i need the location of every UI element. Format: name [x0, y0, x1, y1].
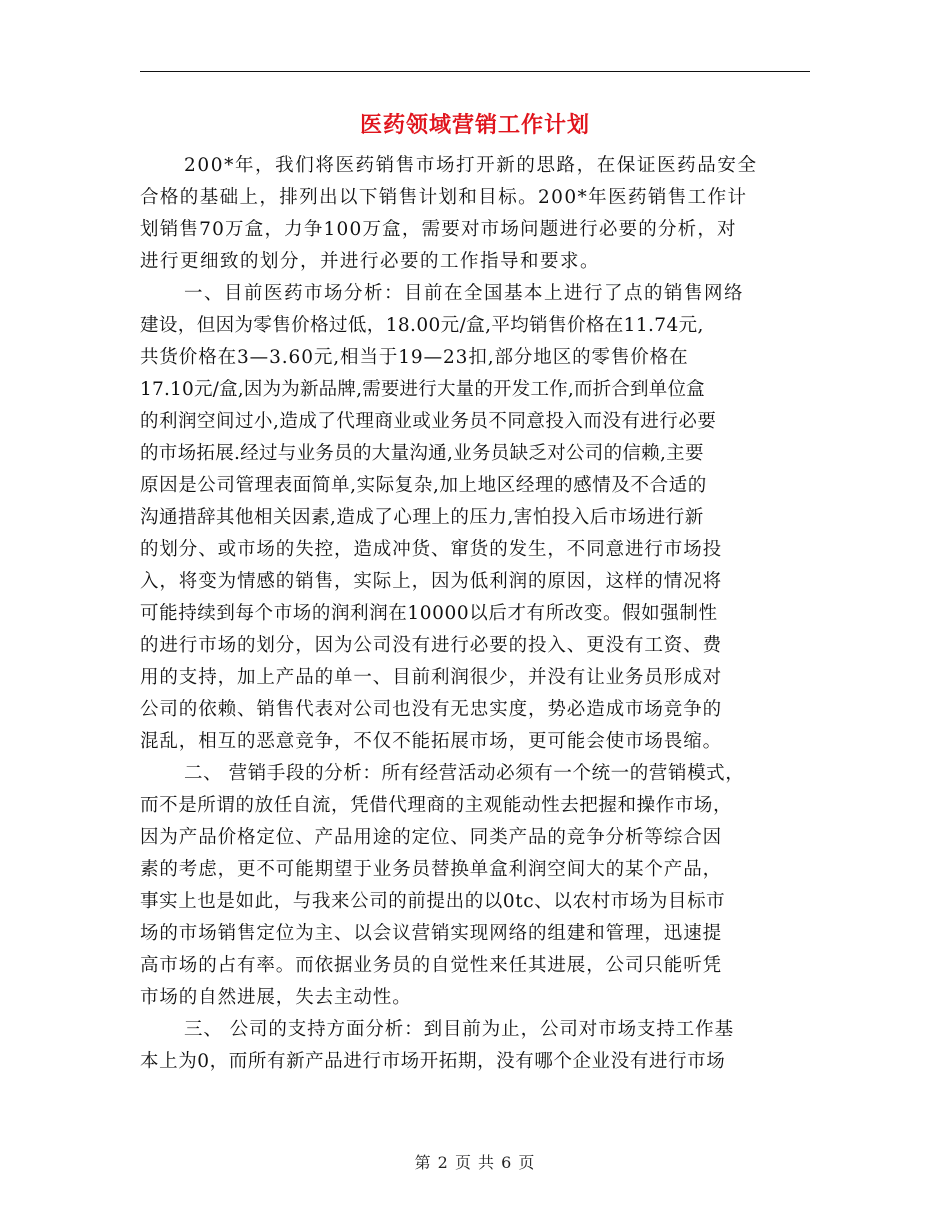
page-number-footer: 第 2 页 共 6 页	[414, 1153, 536, 1172]
paragraph-line: 沟通措辞其他相关因素,造成了心理上的压力,害怕投入后市场进行新	[140, 507, 704, 528]
paragraph-line: 三、 公司的支持方面分析：到目前为止，公司对市场支持工作基	[184, 1019, 734, 1040]
paragraph-line: 200*年，我们将医药销售市场打开新的思路，在保证医药品安全	[184, 155, 758, 176]
paragraph-line: 一、目前医药市场分析：目前在全国基本上进行了点的销售网络	[184, 283, 745, 304]
paragraph-line: 事实上也是如此，与我来公司的前提出的以0tc、以农村市场为目标市	[140, 891, 726, 912]
paragraph-line: 原因是公司管理表面简单,实际复杂,加上地区经理的感情及不合适的	[140, 475, 707, 496]
paragraph-line: 场的市场销售定位为主、以会议营销实现网络的组建和管理，迅速提	[140, 923, 723, 944]
paragraph-line: 的利润空间过小,造成了代理商业或业务员不同意投入而没有进行必要	[140, 411, 717, 432]
paragraph-line: 的市场拓展.经过与业务员的大量沟通,业务员缺乏对公司的信赖,主要	[140, 443, 704, 464]
paragraph-line: 二、 营销手段的分析：所有经营活动必须有一个统一的营销模式，	[184, 763, 745, 784]
paragraph-line: 公司的依赖、销售代表对公司也没有无忠实度，势必造成市场竞争的	[140, 699, 723, 720]
paragraph-line: 进行更细致的划分，并进行必要的工作指导和要求。	[140, 251, 601, 272]
paragraph-line: 划销售70万盒，力争100万盒，需要对市场问题进行必要的分析，对	[140, 219, 737, 240]
paragraph-line: 市场的自然进展，失去主动性。	[140, 987, 412, 1008]
paragraph-line: 共货价格在3—3.60元,相当于19—23扣,部分地区的零售价格在	[140, 347, 689, 368]
document-title: 医药领域营销工作计划	[359, 112, 590, 138]
paragraph-line: 因为产品价格定位、产品用途的定位、同类产品的竞争分析等综合因	[140, 827, 723, 848]
paragraph-line: 用的支持，加上产品的单一、目前利润很少，并没有让业务员形成对	[140, 667, 723, 688]
paragraph-line: 合格的基础上，排列出以下销售计划和目标。200*年医药销售工作计	[140, 187, 748, 208]
document-body	[140, 150, 810, 1078]
paragraph-line: 的划分、或市场的失控，造成冲货、窜货的发生，不同意进行市场投	[140, 539, 723, 560]
paragraph-line: 而不是所谓的放任自流，凭借代理商的主观能动性去把握和操作市场，	[140, 795, 733, 816]
paragraph-line: 混乱，相互的恶意竞争，不仅不能拓展市场，更可能会使市场畏缩。	[140, 731, 723, 752]
paragraph-line: 建设，但因为零售价格过低，18.00元/盒,平均销售价格在11.74元,	[140, 315, 704, 336]
paragraph-line: 的进行市场的划分，因为公司没有进行必要的投入、更没有工资、费	[140, 635, 723, 656]
paragraph-line: 高市场的占有率。而依据业务员的自觉性来任其进展，公司只能听凭	[140, 955, 723, 976]
paragraph-line: 素的考虑，更不可能期望于业务员替换单盒利润空间大的某个产品，	[140, 859, 723, 880]
paragraph-line: 17.10元/盒,因为为新品牌,需要进行大量的开发工作,而折合到单位盒	[140, 379, 705, 400]
paragraph-line: 本上为0，而所有新产品进行市场开拓期，没有哪个企业没有进行市场	[140, 1051, 726, 1072]
paragraph-line: 可能持续到每个市场的润利润在10000以后才有所改变。假如强制性	[140, 603, 718, 624]
paragraph-line: 入，将变为情感的销售，实际上，因为低利润的原因，这样的情况将	[140, 571, 723, 592]
header-rule	[140, 71, 810, 72]
